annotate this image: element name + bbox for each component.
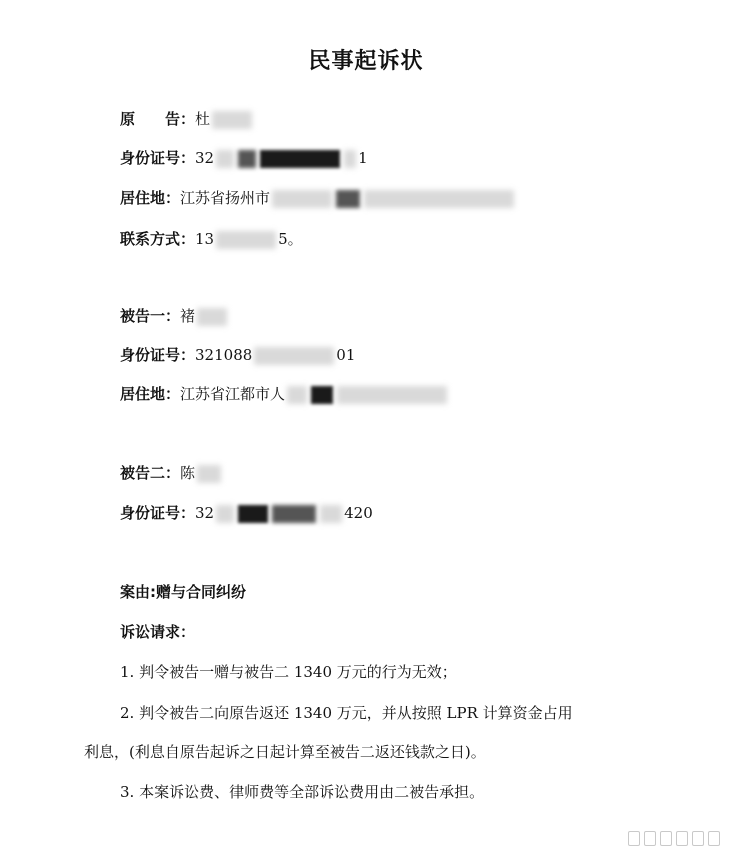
redaction-blur	[254, 347, 334, 365]
plaintiff-phone-start: 13	[195, 230, 215, 248]
plaintiff-address-row	[120, 187, 516, 208]
plaintiff-address-label: 居住地：	[120, 189, 181, 207]
defendant1-name: 褚	[180, 307, 196, 325]
redaction-block	[336, 190, 360, 208]
plaintiff-phone-row	[120, 228, 303, 249]
claim-item-3: 3. 本案诉讼费、律师费等全部诉讼费用由二被告承担。	[120, 783, 485, 801]
redaction-blur	[364, 190, 514, 208]
defendant2-name: 陈	[180, 464, 196, 482]
redaction-blur	[272, 190, 332, 208]
plaintiff-name: 杜	[195, 110, 211, 128]
redaction-blur	[216, 231, 276, 249]
plaintiff-id-end: 1	[358, 149, 368, 167]
defendant2-label: 被告二：	[120, 464, 181, 482]
defendant1-name-row	[120, 305, 229, 326]
toolbar-icon	[644, 831, 656, 846]
defendant1-id-start: 321088	[195, 346, 253, 364]
plaintiff-label: 原 告：	[120, 110, 196, 128]
defendant1-label: 被告一：	[120, 307, 181, 325]
toolbar-icon	[692, 831, 704, 846]
redaction-blur	[216, 150, 234, 168]
defendant1-id-end: 01	[336, 346, 356, 364]
toolbar-icon	[676, 831, 688, 846]
redaction-block	[260, 150, 340, 168]
toolbar-icon	[708, 831, 720, 846]
case-value: 赠与合同纠纷	[156, 583, 247, 601]
redaction-blur	[216, 505, 234, 523]
redaction-blur	[344, 150, 356, 168]
redaction-blur	[197, 308, 227, 326]
toolbar-icon	[660, 831, 672, 846]
defendant2-id-start: 32	[195, 504, 215, 522]
toolbar-icon	[628, 831, 640, 846]
plaintiff-id-label: 身份证号：	[120, 149, 196, 167]
redaction-block	[238, 505, 268, 523]
plaintiff-phone-label: 联系方式：	[120, 230, 196, 248]
plaintiff-phone-end: 5。	[278, 230, 303, 248]
redaction-blur	[287, 386, 307, 404]
defendant1-id-label: 身份证号：	[120, 346, 196, 364]
claims-heading	[120, 621, 195, 642]
defendant2-id-label: 身份证号：	[120, 504, 196, 522]
defendant2-name-row	[120, 462, 223, 483]
redaction-blur	[337, 386, 447, 404]
case-label: 案由:	[120, 583, 156, 601]
redaction-block	[311, 386, 333, 404]
redaction-blur	[197, 465, 221, 483]
redaction-blur	[320, 505, 342, 523]
defendant1-id-row	[120, 344, 355, 365]
defendant1-address-row	[120, 383, 449, 404]
plaintiff-address: 江苏省扬州市	[180, 189, 271, 207]
claims-heading-text: 诉讼请求：	[120, 623, 196, 641]
defendant2-id-end: 420	[344, 504, 373, 522]
claim-item-2: 2. 判令被告二向原告返还 1340 万元，并从按照 LPR 计算资金占用	[120, 704, 573, 722]
plaintiff-id-start: 32	[195, 149, 215, 167]
claim-item-2-continued: 利息，(利息自原告起诉之日起计算至被告二返还钱款之日)。	[84, 743, 486, 761]
defendant2-id-row	[120, 502, 373, 523]
document-title: 民事起诉状	[308, 49, 424, 74]
case-row	[120, 581, 246, 602]
plaintiff-id-row	[120, 147, 368, 168]
redaction-block	[272, 505, 316, 523]
defendant1-address-label: 居住地：	[120, 385, 181, 403]
page-toolbar	[628, 831, 720, 846]
plaintiff-name-row	[120, 108, 254, 129]
claim-item-1: 1. 判令被告一赠与被告二 1340 万元的行为无效；	[120, 663, 457, 681]
redaction-block	[238, 150, 256, 168]
defendant1-address: 江苏省江都市人	[180, 385, 286, 403]
redaction-blur	[212, 111, 252, 129]
